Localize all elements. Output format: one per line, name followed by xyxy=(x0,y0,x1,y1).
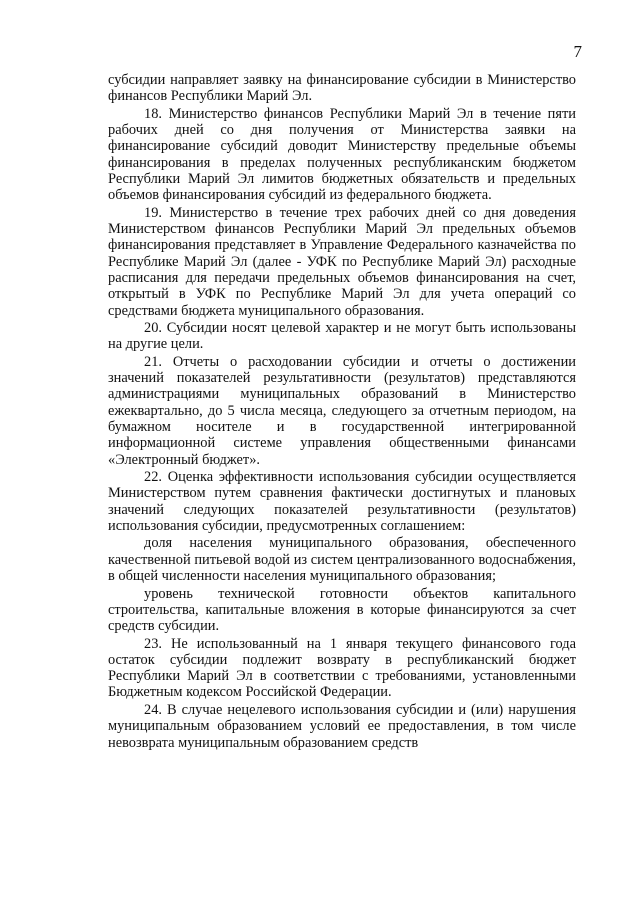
paragraph: субсидии направляет заявку на финансирование субсидии в Министерство финансов Республики Марий Эл. xyxy=(108,72,576,105)
paragraph: 23. Не использованный на 1 января текущего финансового года остаток субсидии подлежит возврату в республиканский бюджет Республики Марий Эл в соответствии с требованиями, установленными Бюджетным кодексом Российской Федерации. xyxy=(108,635,576,701)
paragraph: 19. Министерство в течение трех рабочих дней со дня доведения Министерством финансов Республики Марий Эл предельных объемов финансирования представляет в Управление Федерального казначейства по Республике Марий Эл (далее - УФК по Республике Марий Эл) расходные расписания для передачи предельных объемов финансирования на счет, открытый в УФК по Республике Марий Эл для учета операций со средствами бюджета муниципального образования. xyxy=(108,204,576,319)
paragraph: 18. Министерство финансов Республики Марий Эл в течение пяти рабочих дней со дня получения от Министерства заявки на финансирование субсидий доводит Министерству предельные объемы финансирования в пределах полученных республиканским бюджетом Республики Марий Эл лимитов бюджетных обязательств и предельных объемов финансирования субсидий из федерального бюджета. xyxy=(108,105,576,204)
paragraph: 22. Оценка эффективности использования субсидии осуществляется Министерством путем сравнения фактически достигнутых и плановых значений следующих показателей результативности (результатов) использования субсидии, предусмотренных соглашением: xyxy=(108,469,576,534)
paragraph: 21. Отчеты о расходовании субсидии и отчеты о достижении значений показателей результативности (результатов) представляются администрациями муниципальных образований в Министерство ежеквартально, до 5 числа месяца, следующего за отчетным периодом, на бумажном носителе и в государственной интегрированной информационной системе управления общественными финансами «Электронный бюджет». xyxy=(108,353,576,468)
paragraph: уровень технической готовности объектов капитального строительства, капитальные вложения в которые финансируются за счет средств субсидии. xyxy=(108,585,576,635)
paragraph: доля населения муниципального образования, обеспеченного качественной питьевой водой из систем централизованного водоснабжения, в общей численности населения муниципального образования; xyxy=(108,535,576,585)
page-number: 7 xyxy=(573,42,582,61)
paragraph: 24. В случае нецелевого использования субсидии и (или) нарушения муниципальным образованием условий ее предоставления, в том числе невозврата муниципальным образованием средств xyxy=(108,701,576,751)
document-body xyxy=(108,72,576,752)
paragraph: 20. Субсидии носят целевой характер и не могут быть использованы на другие цели. xyxy=(108,320,576,353)
